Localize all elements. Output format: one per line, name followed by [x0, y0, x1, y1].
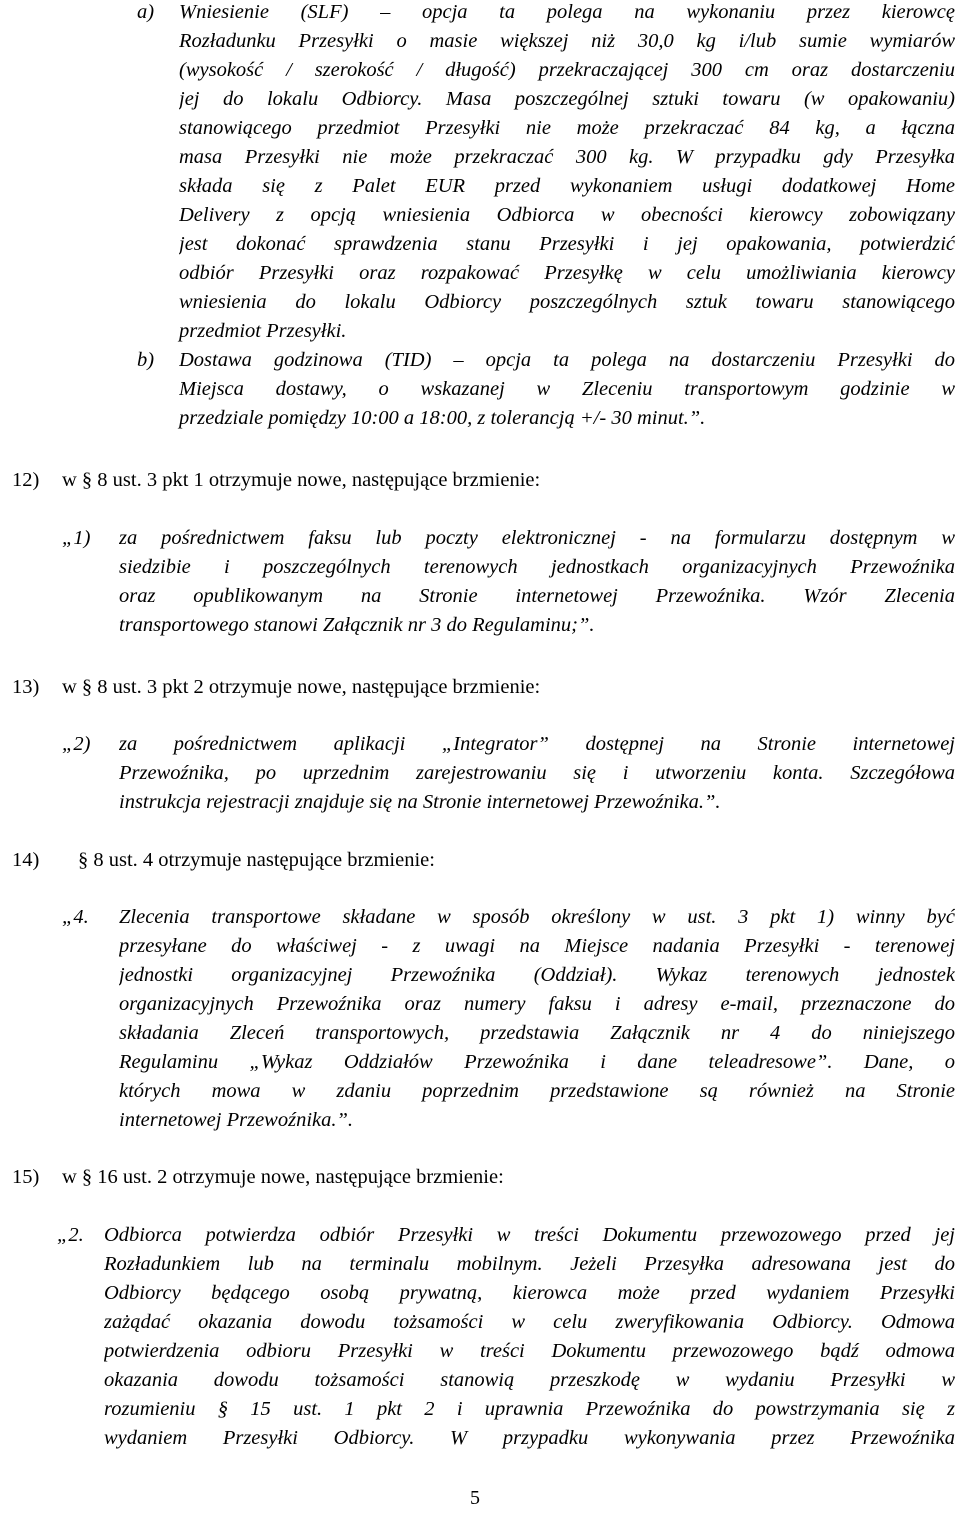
quote-line: za pośrednictwem faksu lub poczty elektronicznej - na formularzu dostępnym w — [119, 527, 955, 549]
item-a-line: Delivery z opcją wniesienia Odbiorca w obecności kierowcy zobowiązany — [179, 204, 955, 226]
quote-line: Rozładunkiem lub na terminalu mobilnym. Jeżeli Przesyłka adresowana jest do — [104, 1253, 955, 1275]
quote-line: Przewoźnika, po uprzednim zarejestrowaniu się i utworzeniu konta. Szczegółowa — [119, 762, 955, 784]
section-heading: w § 8 ust. 3 pkt 2 otrzymuje nowe, następujące brzmienie: — [62, 676, 541, 698]
item-a-line: jest dokonać sprawdzenia stanu Przesyłki i jej opakowania, potwierdzić — [179, 233, 955, 255]
quote-line: składania Zleceń transportowych, przedstawia Załącznik nr 4 do niniejszego — [119, 1022, 955, 1044]
item-a-line: stanowiącego przedmiot Przesyłki nie może przekraczać 84 kg, a łączna — [179, 117, 955, 139]
quote-line: wydaniem Przesyłki Odbiorcy. W przypadku wykonywania przez Przewoźnika — [104, 1427, 955, 1449]
page-number: 5 — [470, 1487, 480, 1509]
item-a-line: (wysokość / szerokość / długość) przekraczającej 300 cm oraz dostarczeniu — [179, 59, 955, 81]
quote-line: okazania dowodu tożsamości stanowią przeszkodę w wydaniu Przesyłki w — [104, 1369, 955, 1391]
quote-line: przesyłane do właściwej - z uwagi na Miejsce nadania Przesyłki - terenowej — [119, 935, 955, 957]
quote-label: „4. — [62, 906, 89, 928]
section-number: 15) — [12, 1166, 40, 1188]
quote-line: Odbiorcy będącego osobą prywatną, kierowca może przed wydaniem Przesyłki — [104, 1282, 955, 1304]
quote-line: za pośrednictwem aplikacji „Integrator” dostępnej na Stronie internetowej — [119, 733, 955, 755]
item-a-line: wniesienia do lokalu Odbiorcy poszczególnych sztuk towaru stanowiącego — [179, 291, 955, 313]
item-b-label: b) — [137, 349, 155, 371]
item-a-line: Rozładunku Przesyłki o masie większej niż 30,0 kg i/lub sumie wymiarów — [179, 30, 955, 52]
quote-label: „2) — [62, 733, 91, 755]
quote-line: organizacyjnych Przewoźnika oraz numery faksu i adresy e-mail, przeznaczone do — [119, 993, 955, 1015]
quote-line: internetowej Przewoźnika.”. — [119, 1109, 354, 1131]
item-a-line: jej do lokalu Odbiorcy. Masa poszczególnej sztuki towaru (w opakowaniu) — [179, 88, 955, 110]
quote-line: Zlecenia transportowe składane w sposób określony w ust. 3 pkt 1) winny być — [119, 906, 955, 928]
quote-line: jednostki organizacyjnej Przewoźnika (Oddział). Wykaz terenowych jednostek — [119, 964, 955, 986]
item-b-line: przedziale pomiędzy 10:00 a 18:00, z tolerancją +/- 30 minut.”. — [179, 407, 706, 429]
quote-line: zażądać okazania dowodu tożsamości w celu zweryfikowania Odbiorcy. Odmowa — [104, 1311, 955, 1333]
section-number: 12) — [12, 469, 40, 491]
quote-line: instrukcja rejestracji znajduje się na Stronie internetowej Przewoźnika.”. — [119, 791, 721, 813]
section-heading: w § 16 ust. 2 otrzymuje nowe, następujące brzmienie: — [62, 1166, 504, 1188]
item-b-line: Dostawa godzinowa (TID) – opcja ta polega na dostarczeniu Przesyłki do — [179, 349, 955, 371]
quote-line: Odbiorca potwierdza odbiór Przesyłki w treści Dokumentu przewozowego przed jej — [104, 1224, 955, 1246]
item-a-line: przedmiot Przesyłki. — [179, 320, 347, 342]
section-heading: § 8 ust. 4 otrzymuje następujące brzmienie: — [78, 849, 435, 871]
item-a-label: a) — [137, 1, 155, 23]
quote-label: „2. — [57, 1224, 84, 1246]
quote-line: Regulaminu „Wykaz Oddziałów Przewoźnika i dane teleadresowe”. Dane, o — [119, 1051, 955, 1073]
item-a-line: odbiór Przesyłki oraz rozpakować Przesyłkę w celu umożliwiania kierowcy — [179, 262, 955, 284]
quote-line: transportowego stanowi Załącznik nr 3 do Regulaminu;”. — [119, 614, 595, 636]
section-number: 13) — [12, 676, 40, 698]
item-a-line: składa się z Palet EUR przed wykonaniem usługi dodatkowej Home — [179, 175, 955, 197]
quote-line: siedzibie i poszczególnych terenowych jednostkach organizacyjnych Przewoźnika — [119, 556, 955, 578]
section-number: 14) — [12, 849, 40, 871]
quote-line: oraz opublikowanym na Stronie internetowej Przewoźnika. Wzór Zlecenia — [119, 585, 955, 607]
item-b-line: Miejsca dostawy, o wskazanej w Zleceniu transportowym godzinie w — [179, 378, 955, 400]
quote-line: których mowa w zdaniu poprzednim przedstawione są również na Stronie — [119, 1080, 955, 1102]
quote-label: „1) — [62, 527, 91, 549]
quote-line: potwierdzenia odbioru Przesyłki w treści Dokumentu przewozowego bądź odmowa — [104, 1340, 955, 1362]
item-a-line: masa Przesyłki nie może przekraczać 300 kg. W przypadku gdy Przesyłka — [179, 146, 955, 168]
item-a-line: Wniesienie (SLF) – opcja ta polega na wykonaniu przez kierowcę — [179, 1, 955, 23]
quote-line: rozumieniu § 15 ust. 1 pkt 2 i uprawnia Przewoźnika do powstrzymania się z — [104, 1398, 955, 1420]
section-heading: w § 8 ust. 3 pkt 1 otrzymuje nowe, następujące brzmienie: — [62, 469, 541, 491]
